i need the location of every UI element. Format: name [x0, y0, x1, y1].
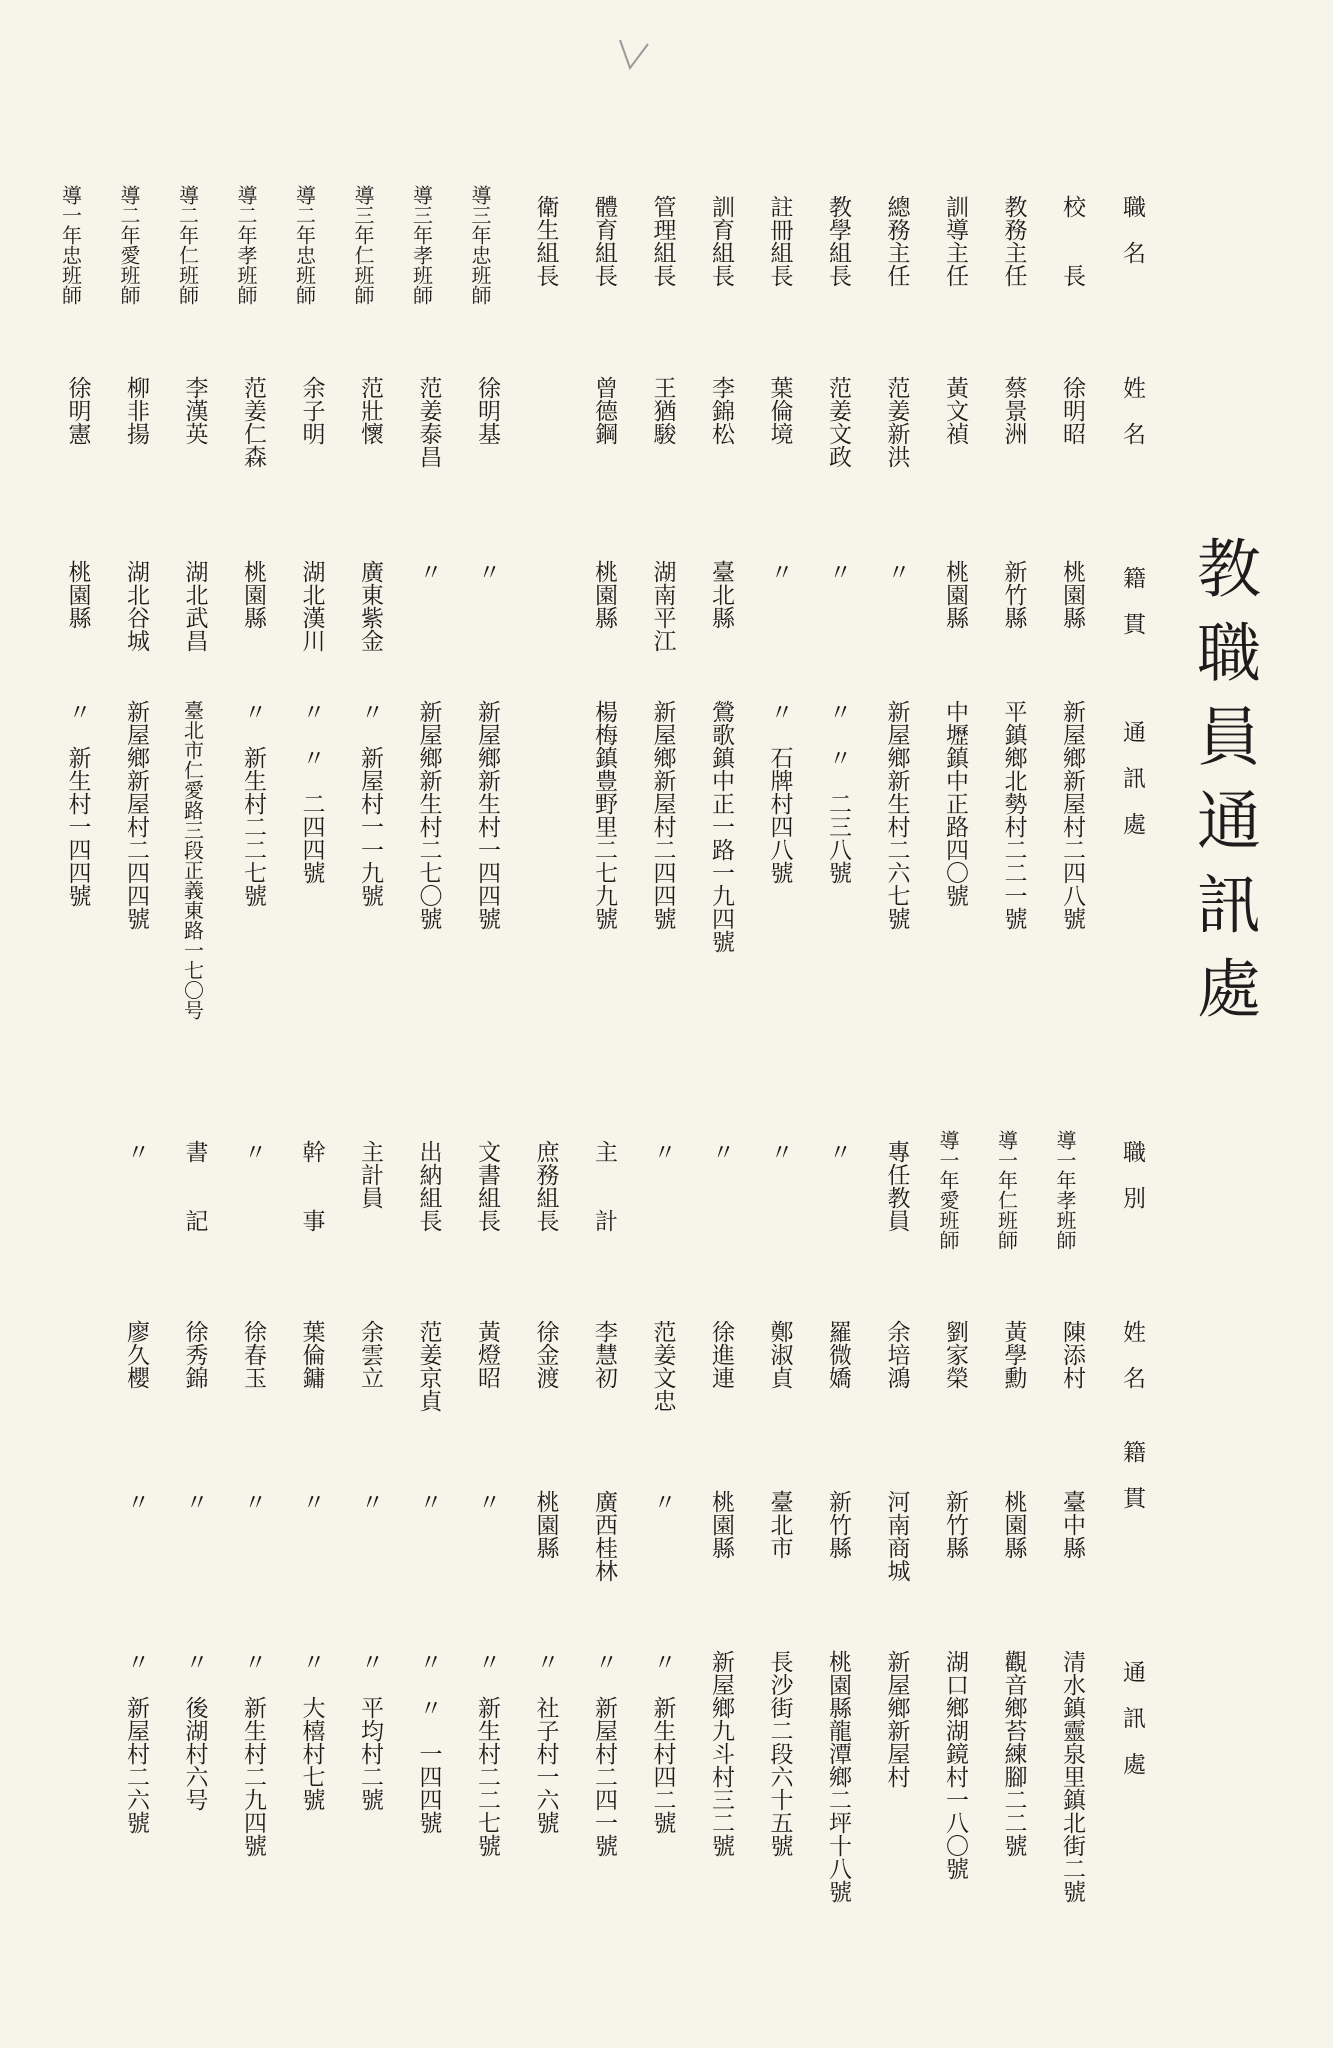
position-cell: 體育組長: [591, 195, 617, 287]
name-cell: 徐秀錦: [181, 1320, 208, 1389]
native-cell: 新竹縣: [1000, 560, 1027, 629]
position-cell: 導三年孝班師: [409, 185, 434, 305]
position-cell: 總務主任: [883, 195, 910, 287]
header-native: 籍 貫: [1119, 1440, 1145, 1509]
native-cell: 河南商城: [883, 1490, 910, 1582]
address-cell: 新屋鄉新生村二七〇號: [415, 700, 442, 930]
native-cell: 〃: [825, 560, 851, 583]
native-cell: 桃園縣: [240, 560, 266, 629]
header-address: 通 訊 處: [1119, 720, 1145, 835]
name-cell: 范姜仁森: [240, 376, 266, 468]
name-cell: 王猶駿: [649, 376, 676, 445]
name-cell: 范壯懷: [357, 376, 383, 445]
address-cell: 〃 〃 二三八號: [825, 700, 851, 884]
position-cell: 文書組長: [474, 1140, 500, 1232]
native-cell: 湖北谷城: [123, 560, 149, 652]
header-native: 籍 貫: [1119, 566, 1145, 635]
native-cell: 〃: [415, 1490, 442, 1513]
address-cell: 新屋鄉新屋村二四四號: [649, 700, 676, 930]
name-cell: 李漢英: [181, 376, 208, 445]
native-cell: 〃: [415, 560, 442, 583]
native-cell: 廣東紫金: [357, 560, 383, 652]
name-cell: 鄭淑貞: [766, 1320, 793, 1389]
native-cell: 湖南平江: [649, 560, 676, 652]
name-cell: 黃燈昭: [474, 1320, 500, 1389]
native-cell: 〃: [766, 560, 793, 583]
header-position: 職 別: [1119, 1140, 1145, 1209]
page-title: 教職員通訊處: [1186, 535, 1260, 1039]
position-cell: 導三年仁班師: [351, 185, 375, 305]
position-cell: 導二年孝班師: [234, 185, 258, 305]
native-cell: 〃: [357, 1490, 383, 1513]
address-cell: 〃 新屋村一一九號: [357, 700, 383, 907]
address-cell: 〃 〃 一四四號: [415, 1650, 442, 1834]
name-cell: 徐明昭: [1059, 376, 1085, 445]
position-cell: 主計員: [357, 1140, 383, 1209]
position-cell: 〃: [240, 1140, 266, 1163]
native-cell: 臺北市: [766, 1490, 793, 1559]
name-cell: 范姜京貞: [415, 1320, 442, 1412]
native-cell: 〃: [123, 1490, 149, 1513]
address-cell: 清水鎮靈泉里鎮北街二號: [1059, 1650, 1085, 1903]
name-cell: 范姜文政: [825, 376, 851, 468]
name-cell: 范姜新洪: [883, 376, 910, 468]
position-cell: 〃: [123, 1140, 149, 1163]
position-cell: 註冊組長: [766, 195, 793, 287]
address-cell: 新屋鄉新屋村二四八號: [1059, 700, 1085, 930]
native-cell: 湖北漢川: [298, 560, 325, 652]
name-cell: 徐金渡: [532, 1320, 559, 1389]
position-cell: 〃: [708, 1140, 734, 1163]
address-cell: 〃 新生村一四四號: [64, 700, 91, 907]
native-cell: 桃園縣: [1059, 560, 1085, 629]
position-cell: 書 記: [181, 1140, 208, 1232]
address-cell: 〃 後湖村六号: [181, 1650, 208, 1811]
header-name: 姓 名: [1119, 1320, 1145, 1389]
address-cell: 平鎮鄉北勢村二二一號: [1000, 700, 1027, 930]
native-cell: 桃園縣: [942, 560, 968, 629]
name-cell: 葉倫鏞: [298, 1320, 325, 1389]
native-cell: 〃: [883, 560, 910, 583]
position-cell: 導一年孝班師: [1053, 1130, 1077, 1250]
address-cell: 〃 新生村二九四號: [240, 1650, 266, 1857]
position-cell: 〃: [766, 1140, 793, 1163]
name-cell: 劉家榮: [942, 1320, 968, 1389]
name-cell: 范姜文忠: [649, 1320, 676, 1412]
native-cell: 〃: [240, 1490, 266, 1513]
native-cell: 新竹縣: [825, 1490, 851, 1559]
native-cell: 桃園縣: [1000, 1490, 1027, 1559]
position-cell: 導二年忠班師: [292, 185, 317, 305]
name-cell: 余雲立: [357, 1320, 383, 1389]
address-cell: 〃 新屋村二四一號: [591, 1650, 617, 1857]
address-cell: 〃 平均村二號: [357, 1650, 383, 1811]
name-cell: 羅微嬌: [825, 1320, 851, 1389]
check-mark-icon: [618, 38, 678, 78]
name-cell: 柳非揚: [123, 376, 149, 445]
address-cell: 新屋鄉九斗村三二號: [708, 1650, 734, 1857]
address-cell: 中壢鎮中正路四〇號: [942, 700, 968, 907]
native-cell: 〃: [474, 560, 500, 583]
address-cell: 〃 〃 二四四號: [298, 700, 325, 884]
name-cell: 廖久櫻: [123, 1320, 149, 1389]
position-cell: 導一年忠班師: [58, 185, 83, 305]
name-cell: 曾德鋼: [591, 376, 617, 445]
address-cell: 楊梅鎮豊野里二七九號: [591, 700, 617, 930]
address-cell: 〃 大橲村七號: [298, 1650, 325, 1811]
address-cell: 〃 新屋村二六號: [123, 1650, 149, 1834]
header-address: 通 訊 處: [1119, 1660, 1145, 1775]
position-cell: 衛生組長: [532, 195, 559, 287]
position-cell: 導二年愛班師: [117, 185, 141, 305]
address-cell: 新屋鄉新屋村: [883, 1650, 910, 1788]
native-cell: 廣西桂林: [591, 1490, 617, 1582]
address-cell: 〃 新生村二二七號: [240, 700, 266, 907]
position-cell: 導一年愛班師: [936, 1130, 960, 1250]
native-cell: 桃園縣: [708, 1490, 734, 1559]
position-cell: 幹 事: [298, 1140, 325, 1232]
header-position: 職 名: [1119, 195, 1145, 264]
address-cell: 新屋鄉新屋村二四四號: [123, 700, 149, 930]
name-cell: 徐春玉: [240, 1320, 266, 1389]
address-cell: 〃 新生村二二七號: [474, 1650, 500, 1857]
name-cell: 徐明憲: [64, 376, 91, 445]
address-cell: 湖口鄉湖鏡村一八〇號: [942, 1650, 968, 1880]
name-cell: 葉倫境: [766, 376, 793, 445]
position-cell: 導三年忠班師: [468, 185, 492, 305]
name-cell: 黃文禎: [942, 376, 968, 445]
name-cell: 余子明: [298, 376, 325, 445]
native-cell: 新竹縣: [942, 1490, 968, 1559]
header-name: 姓 名: [1119, 376, 1145, 445]
position-cell: 主 計: [591, 1140, 617, 1232]
address-cell: 新屋鄉新生村一四四號: [474, 700, 500, 930]
address-cell: 鶯歌鎮中正一路一九四號: [708, 700, 734, 953]
position-cell: 導一年仁班師: [994, 1130, 1019, 1250]
position-cell: 導二年仁班師: [175, 185, 200, 305]
native-cell: 〃: [181, 1490, 208, 1513]
position-cell: 校 長: [1059, 195, 1085, 287]
address-cell: 新屋鄉新生村二六七號: [883, 700, 910, 930]
address-cell: 臺北市仁愛路三段正義東路一七〇号: [180, 700, 205, 1020]
position-cell: 專任教員: [883, 1140, 910, 1232]
address-cell: 觀音鄉苔練腳二二號: [1000, 1650, 1027, 1857]
position-cell: 庶務組長: [532, 1140, 559, 1232]
native-cell: 〃: [649, 1490, 676, 1513]
name-cell: 范姜泰昌: [415, 376, 442, 468]
address-cell: 〃 新生村四二號: [649, 1650, 676, 1834]
native-cell: 臺中縣: [1059, 1490, 1085, 1559]
name-cell: 徐明基: [474, 376, 500, 445]
native-cell: 臺北縣: [708, 560, 734, 629]
position-cell: 管理組長: [649, 195, 676, 287]
position-cell: 教學組長: [825, 195, 851, 287]
name-cell: 蔡景洲: [1000, 376, 1027, 445]
native-cell: 桃園縣: [64, 560, 91, 629]
native-cell: 湖北武昌: [181, 560, 208, 652]
position-cell: 訓育組長: [708, 195, 734, 287]
name-cell: 黃學勳: [1000, 1320, 1027, 1389]
native-cell: 〃: [298, 1490, 325, 1513]
address-cell: 〃 石牌村四八號: [766, 700, 793, 884]
position-cell: 出納組長: [415, 1140, 442, 1232]
name-cell: 余培鴻: [883, 1320, 910, 1389]
position-cell: 〃: [649, 1140, 676, 1163]
address-cell: 〃 社子村一六號: [532, 1650, 559, 1834]
position-cell: 教務主任: [1000, 195, 1027, 287]
position-cell: 訓導主任: [942, 195, 968, 287]
address-cell: 桃園縣龍潭鄉二坪十八號: [825, 1650, 851, 1903]
name-cell: 李慧初: [591, 1320, 617, 1389]
name-cell: 陳添村: [1059, 1320, 1085, 1389]
position-cell: 〃: [825, 1140, 851, 1163]
native-cell: 〃: [474, 1490, 500, 1513]
native-cell: 桃園縣: [532, 1490, 559, 1559]
native-cell: 桃園縣: [591, 560, 617, 629]
address-cell: 長沙街二段六十五號: [766, 1650, 793, 1857]
name-cell: 徐進連: [708, 1320, 734, 1389]
name-cell: 李錦松: [708, 376, 734, 445]
